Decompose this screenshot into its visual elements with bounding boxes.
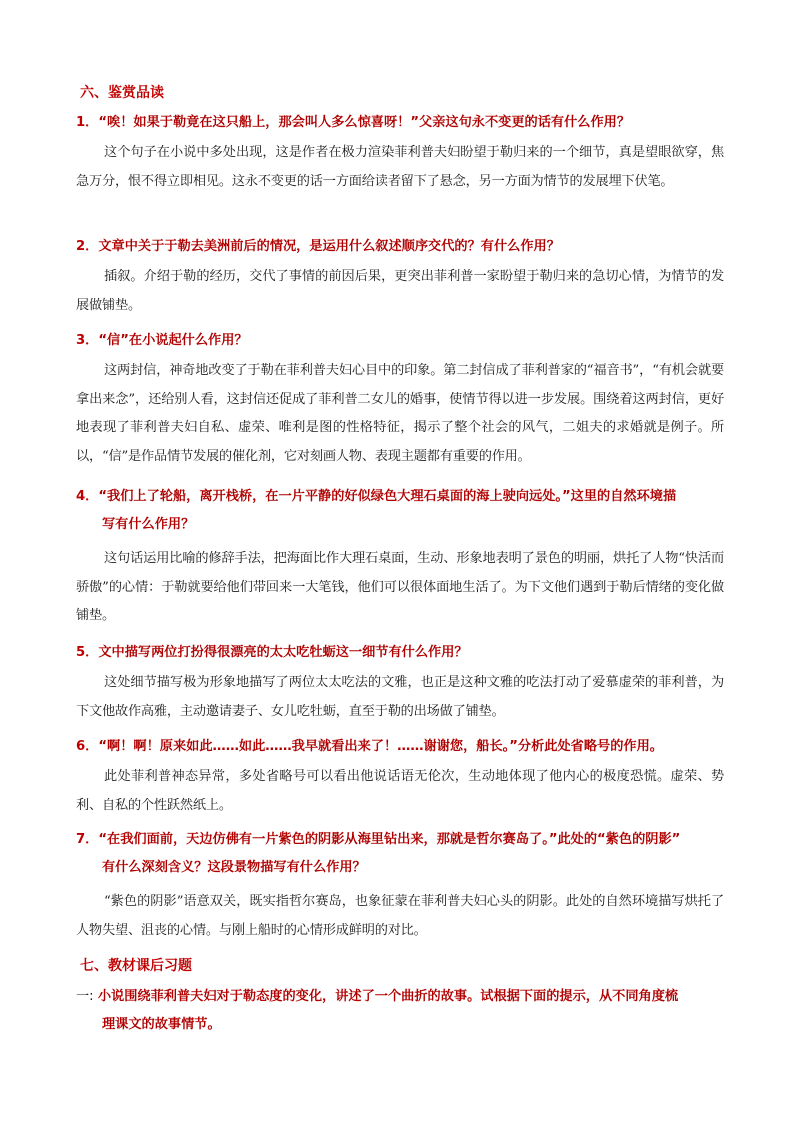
question-number: 4． (76, 489, 99, 504)
exercise-number: 一: (76, 989, 98, 1004)
question-7 (76, 826, 716, 882)
answer-1: 这个句子在小说中多处出现，这是作者在极力渲染菲利普夫妇盼望于勒归来的一个细节，真是望眼欲穿，焦急万分，恨不得立即相见。这永不变更的话一方面给读者留下了悬念，另一方面为情节的发展埋下伏笔。 (76, 145, 724, 189)
question-text: 文章中关于于勒去美洲前后的情况，是运用什么叙述顺序交代的？有什么作用？ (98, 239, 560, 254)
question-3 (76, 327, 716, 355)
answer-6: 此处菲利普神态异常，多处省略号可以看出他说话语无伦次，生动地体现了他内心的极度恐慌。虚荣、势利、自私的个性跃然纸上。 (76, 769, 724, 813)
question-number: 7． (76, 832, 99, 847)
question-1 (76, 109, 716, 137)
answer-2: 插叙。介绍于勒的经历，交代了事情的前因后果，更突出菲利普一家盼望于勒归来的急切心情，为情节的发展做铺垫。 (76, 269, 724, 313)
question-number: 6． (76, 739, 99, 754)
exercise-text-line1: 小说围绕菲利普夫妇对于勒态度的变化，讲述了一个曲折的故事。试根据下面的提示，从不同角度梳 (97, 989, 679, 1004)
question-text-line2: 有什么深刻含义？这段景物描写有什么作用？ (102, 860, 366, 875)
exercise-text-line2: 理课文的故事情节。 (102, 1017, 221, 1032)
question-6 (76, 733, 716, 761)
question-text-line1: “在我们面前，天边仿佛有一片紫色的阴影从海里钻出来，那就是哲尔赛岛了。”此处的“紫色的阴影” (98, 832, 681, 847)
answer-7: “紫色的阴影”语意双关，既实指哲尔赛岛，也象征蒙在菲利普夫妇心头的阴影。此处的自然环境描写烘托了人物失望、沮丧的心情。与刚上船时的心情形成鲜明的对比。 (76, 894, 724, 938)
question-number: 1． (76, 115, 99, 130)
question-text-line2: 写有什么作用？ (102, 517, 195, 532)
answer-3: 这两封信，神奇地改变了于勒在菲利普夫妇心目中的印象。第二封信成了菲利普家的“福音书”，“有机会就要拿出来念”，还给别人看，这封信还促成了菲利普二女儿的婚事，使情节得以进一步发展。围绕着这两封信，更好地表现了菲利普夫妇自私、虚荣、唯利是图的性格特征，揭示了整个社会的风气，二姐夫的求婚就是例子。所以，“信”是作品情节发展的催化剂，它对刻画人物、表现主题都有重要的作用。 (76, 363, 724, 464)
question-4 (76, 483, 716, 539)
question-number: 5． (76, 645, 99, 660)
question-text-line1: “我们上了轮船，离开栈桥，在一片平静的好似绿色大理石桌面的海上驶向远处。”这里的自然环境描 (98, 489, 677, 504)
question-text: “信”在小说起什么作用？ (98, 333, 248, 348)
answer-4: 这句话运用比喻的修辞手法，把海面比作大理石桌面，生动、形象地表明了景色的明丽，烘托了人物“快活而骄傲”的心情：于勒就要给他们带回来一大笔钱，他们可以很体面地生活了。为下文他们遇到于勒后情绪的变化做铺垫。 (76, 551, 724, 624)
exercise-1 (76, 983, 726, 1039)
question-text: “唉！如果于勒竟在这只船上，那会叫人多么惊喜呀！”父亲这句永不变更的话有什么作用？ (98, 115, 631, 130)
section-heading-textbook-exercises: 七、教材课后习题 (80, 958, 192, 974)
question-text: “啊！啊！原来如此……如此……我早就看出来了！……谢谢您，船长。”分析此处省略号的作用。 (98, 739, 663, 754)
question-text: 文中描写两位打扮得很漂亮的太太吃牡蛎这一细节有什么作用？ (98, 645, 468, 660)
question-2 (76, 233, 716, 261)
question-number: 3． (76, 333, 99, 348)
section-heading-appreciation: 六、鉴赏品读 (80, 85, 164, 101)
question-5 (76, 639, 716, 667)
answer-5: 这处细节描写极为形象地描写了两位太太吃法的文雅，也正是这种文雅的吃法打动了爱慕虚荣的菲利普，为下文他故作高雅，主动邀请妻子、女儿吃牡蛎，直至于勒的出场做了铺垫。 (76, 675, 724, 719)
question-number: 2． (76, 239, 99, 254)
